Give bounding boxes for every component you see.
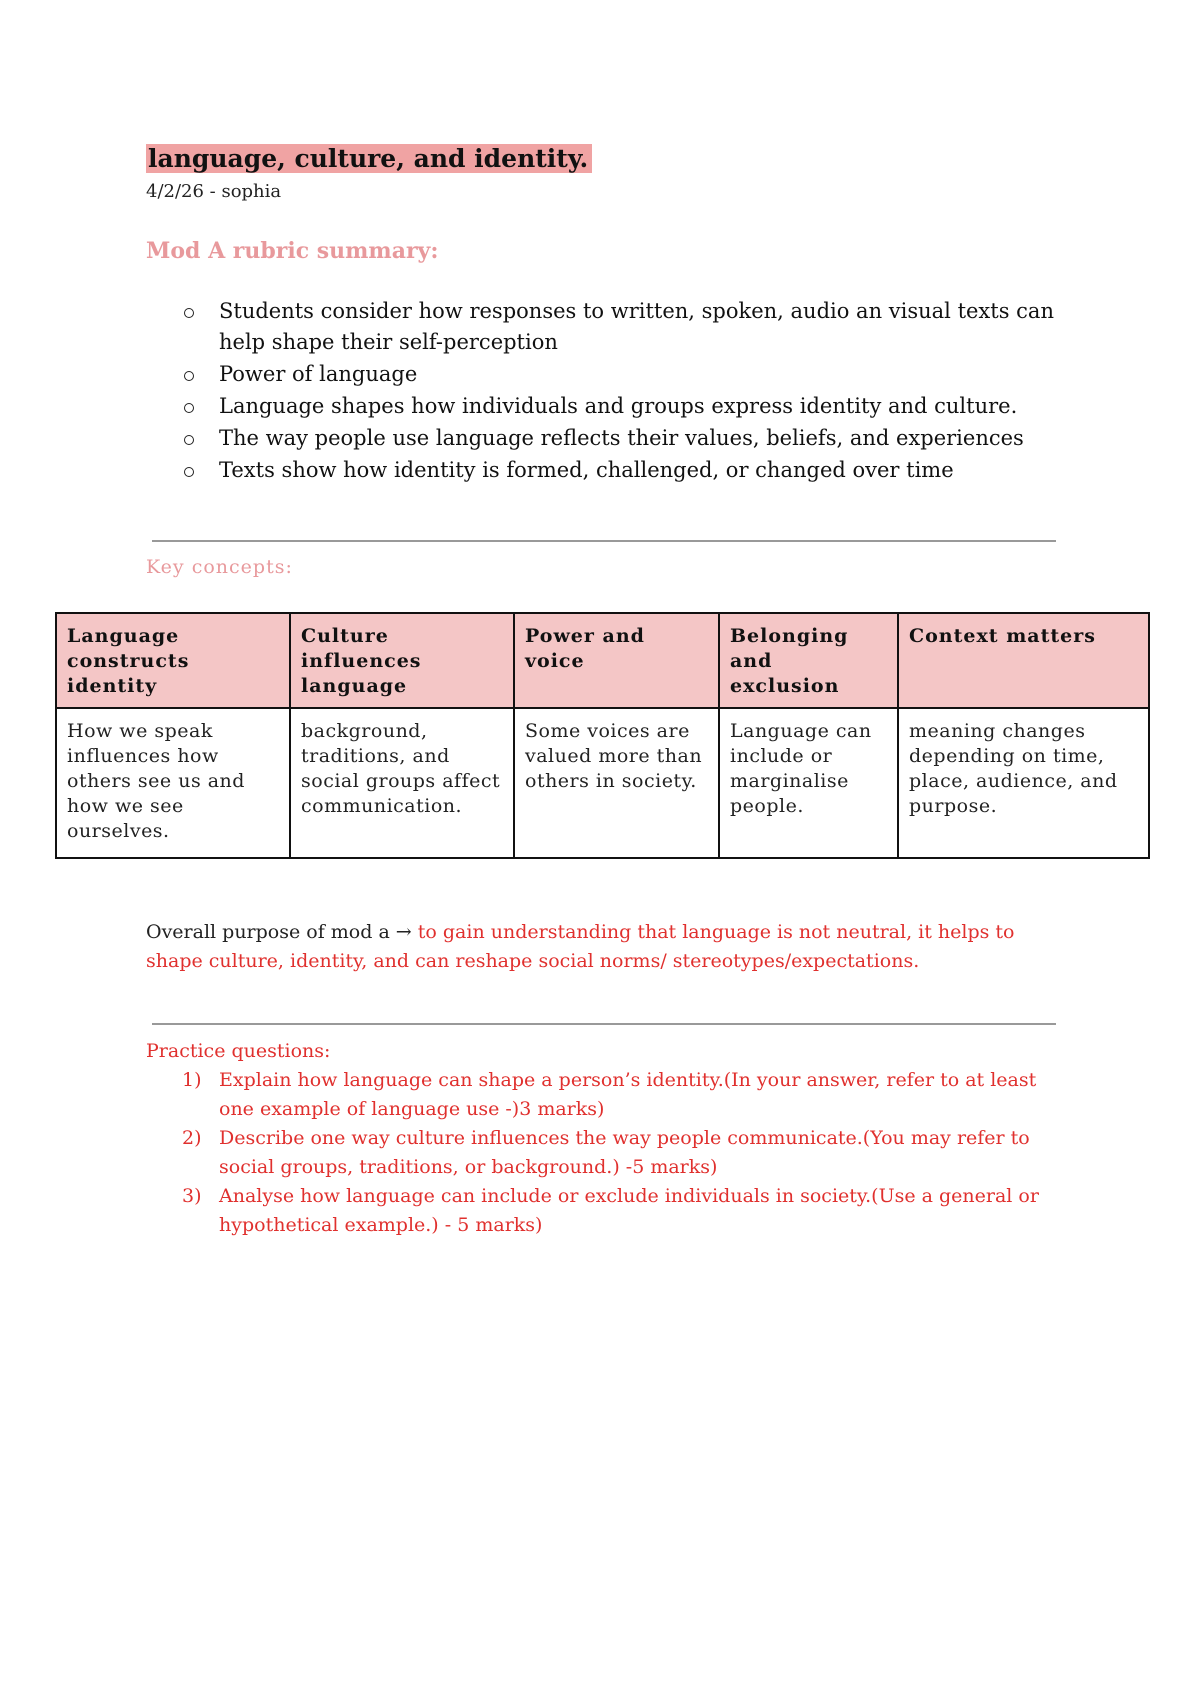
document-title-text: language, culture, and identity. [146, 144, 592, 173]
question-text: Explain how language can shape a person’s identity.(In your answer, refer to at least one example of language use -)3 marks) [219, 1069, 1037, 1120]
question-number: 2) [182, 1127, 202, 1149]
table-cell: meaning changes depending on time, place, audience, and purpose. [898, 708, 1149, 858]
rubric-item-text: The way people use language reflects their values, beliefs, and experiences [219, 426, 1024, 450]
overall-purpose-label: Overall purpose of mod a → [146, 921, 418, 943]
question-text: Describe one way culture influences the way people communicate.(You may refer to social groups, traditions, or background.) -5 marks) [219, 1127, 1030, 1178]
rubric-item-text: Texts show how identity is formed, challenged, or changed over time [219, 458, 954, 482]
bullet-circle-icon [184, 403, 194, 413]
rubric-item [146, 359, 1066, 390]
rubric-item [146, 455, 1066, 486]
document-title [146, 142, 592, 176]
bullet-circle-icon [184, 371, 194, 381]
rubric-list [146, 296, 1066, 487]
table-cell: background, traditions, and social groups affect communication. [290, 708, 514, 858]
rubric-heading: Mod A rubric summary: [146, 238, 439, 264]
practice-question [146, 1182, 1066, 1240]
table-header-row [56, 613, 1149, 708]
key-concepts-table [55, 612, 1150, 859]
overall-purpose-text: to gain understanding that language is not neutral, it helps to shape culture, identity, and can reshape social norms/ stereotypes/expectations. [146, 921, 1015, 972]
question-number: 3) [182, 1185, 202, 1207]
horizontal-divider [152, 1023, 1056, 1025]
table-header-cell: Belonging and exclusion [719, 613, 898, 708]
rubric-item [146, 296, 1066, 358]
practice-question [146, 1124, 1066, 1182]
table-cell: Some voices are valued more than others in society. [514, 708, 719, 858]
document-subtitle: 4/2/26 - sophia [146, 181, 282, 202]
table-cell: Language can include or marginalise people. [719, 708, 898, 858]
rubric-item [146, 423, 1066, 454]
table-cell: How we speak influences how others see us and how we see ourselves. [56, 708, 290, 858]
practice-questions-list [146, 1066, 1066, 1240]
question-number: 1) [182, 1069, 202, 1091]
bullet-circle-icon [184, 467, 194, 477]
table-header-cell: Context matters [898, 613, 1149, 708]
table-header-cell: Culture influences language [290, 613, 514, 708]
table-header-cell: Power and voice [514, 613, 719, 708]
key-concepts-heading: Key concepts: [146, 556, 293, 578]
question-text: Analyse how language can include or exclude individuals in society.(Use a general or hypothetical example.) - 5 marks) [219, 1185, 1039, 1236]
horizontal-divider [152, 540, 1056, 542]
practice-question [146, 1066, 1066, 1124]
rubric-item-text: Language shapes how individuals and groups express identity and culture. [219, 394, 1018, 418]
table-row [56, 708, 1149, 858]
rubric-item-text: Students consider how responses to written, spoken, audio an visual texts can help shape their self-perception [219, 299, 1054, 354]
table-header-cell: Language constructs identity [56, 613, 290, 708]
overall-purpose [146, 918, 1066, 976]
bullet-circle-icon [184, 308, 194, 318]
rubric-item-text: Power of language [219, 362, 418, 386]
bullet-circle-icon [184, 435, 194, 445]
rubric-item [146, 391, 1066, 422]
practice-questions-heading: Practice questions: [146, 1040, 331, 1062]
